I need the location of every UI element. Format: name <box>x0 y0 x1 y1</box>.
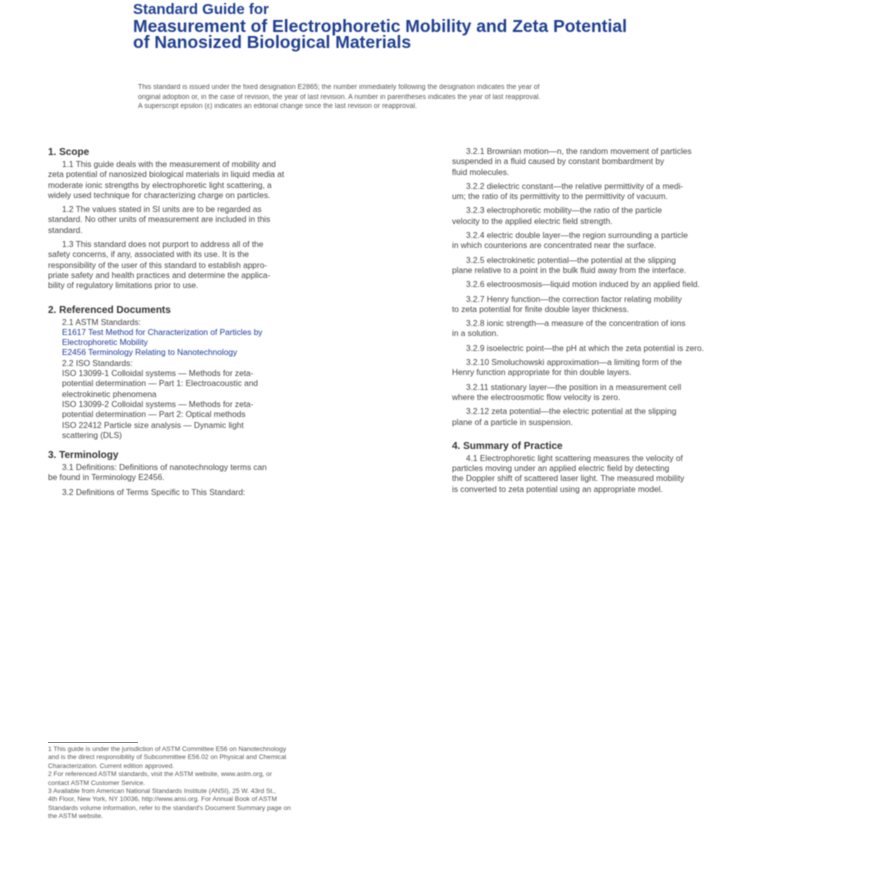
definition-line: 3.2.10 Smoluchowski approximation—a limiting form of the <box>466 357 682 368</box>
definition-line: 3.2.1 Brownian motion—n, the random movement of particles <box>466 146 692 156</box>
scope-paragraph-line: standard. <box>48 224 83 235</box>
definition-line: Henry function appropriate for thin double layers. <box>452 367 632 378</box>
summary-line: 4.1 Electrophoretic light scattering measures the velocity of <box>466 452 683 463</box>
designation-note-line: A superscript epsilon (ε) indicates an editorial change since the last revision or reapproval. <box>138 103 417 110</box>
section-heading-referenced-documents: 2. Referenced Documents <box>48 304 171 316</box>
definition-line: 3.2.2 dielectric constant—the relative permittivity of a medi- <box>466 180 684 191</box>
definition-line: plane of a particle in suspension. <box>452 416 573 427</box>
definition-line: in a solution. <box>452 328 499 339</box>
summary-line: the Doppler shift of scattered laser light. The measured mobility <box>452 473 685 484</box>
definition-line: in which counterions are concentrated near the surface. <box>452 240 657 251</box>
definition-line: 3.2.11 stationary layer—the position in a measurement cell <box>466 381 682 392</box>
footnote-line: 3 Available from American National Standards Institute (ANSI), 25 W. 43rd St., <box>48 788 276 796</box>
summary-line: particles moving under an applied electric field by detecting <box>452 463 670 474</box>
definition-line: 3.2.7 Henry function—the correction factor relating mobility <box>466 293 682 304</box>
definition-line: 3.2.9 isoelectric point—the pH at which the zeta potential is zero. <box>466 342 704 353</box>
designation-note <box>138 83 738 112</box>
scope-paragraph-line: responsibility of the user of this standard to establish appro- <box>48 259 268 270</box>
designation-note-line: This standard is issued under the fixed designation E2865; the number immediately following the designation indicates the year of <box>138 84 540 91</box>
right-column <box>452 146 824 494</box>
scope-paragraph-line: 1.3 This standard does not purport to address all of the <box>62 239 264 250</box>
terminology-line: be found in Terminology E2456. <box>48 472 165 483</box>
definition-line: 3.2.4 electric double layer—the region surrounding a particle <box>466 230 688 241</box>
scope-paragraph-line: safety concerns, if any, associated with its use. It is the <box>48 249 249 260</box>
footnote-line: 1 This guide is under the jurisdiction of ASTM Committee E56 on Nanotechnology <box>48 746 287 753</box>
scope-paragraph-line: standard. No other units of measurement are included in this <box>48 214 271 225</box>
footnote-line: Characterization. Current edition approved. <box>48 762 175 770</box>
definition-line: 3.2.6 electroosmosis—liquid motion induced by an applied field. <box>466 279 700 290</box>
title-line: of Nanosized Biological Materials <box>133 32 412 52</box>
summary-line: is converted to zeta potential using an appropriate model. <box>452 483 663 494</box>
scope-paragraph-line: priate safety and health practices and determine the applica- <box>48 269 271 280</box>
definition-line: 3.2.12 zeta potential—the electric potential at the slipping <box>466 406 677 417</box>
title-line: Standard Guide for <box>133 1 269 18</box>
definition-line: where the electroosmotic flow velocity is zero. <box>452 391 621 402</box>
referenced-document-line: ISO 13099-1 Colloidal systems — Methods for zeta- <box>62 368 254 379</box>
terminology-body <box>48 462 420 501</box>
definition-line: 3.2.3 electrophoretic mobility—the ratio of the particle <box>466 205 662 216</box>
scope-paragraph-line: zeta potential of nanosized biological materials in liquid media at <box>48 169 285 180</box>
footnotes <box>48 746 420 822</box>
referenced-documents-list <box>48 317 420 441</box>
footnote-line: Standards volume information, refer to the standard's Document Summary page on <box>48 804 291 812</box>
section-heading-terminology: 3. Terminology <box>48 450 119 462</box>
referenced-document-line: 2.1 ASTM Standards: <box>62 316 141 327</box>
scope-paragraph-line: 1.1 This guide deals with the measurement of mobility and <box>62 159 276 169</box>
left-column <box>48 146 420 501</box>
definition-line: to zeta potential for finite double layer thickness. <box>452 303 630 314</box>
definition-line: suspended in a fluid caused by constant bombardment by <box>452 156 665 167</box>
definition-line: plane relative to a point in the bulk fluid away from the interface. <box>452 264 687 275</box>
definition-line: velocity to the applied electric field strength. <box>452 215 613 226</box>
section-heading-summary: 4. Summary of Practice <box>452 440 563 452</box>
terminology-line: 3.1 Definitions: Definitions of nanotechnology terms can <box>62 462 267 473</box>
footnote-divider <box>48 742 138 743</box>
referenced-document-line: potential determination — Part 1: Electroacoustic and <box>62 378 259 389</box>
scope-paragraph-line: widely used technique for characterizing charge on particles. <box>48 189 271 200</box>
definition-line: um; the ratio of its permittivity to the permittivity of vacuum. <box>452 191 668 202</box>
referenced-document-line: potential determination — Part 2: Optical methods <box>62 409 246 420</box>
referenced-document-line: scattering (DLS) <box>62 429 122 440</box>
definition-line: 3.2.8 ionic strength—a measure of the concentration of ions <box>466 318 686 329</box>
scope-body <box>48 159 420 295</box>
terminology-line: 3.2 Definitions of Terms Specific to This Standard: <box>62 486 246 497</box>
referenced-standard-link: E2456 Terminology Relating to Nanotechnology <box>62 347 238 358</box>
footnote-line: 2 For referenced ASTM standards, visit the ASTM website, www.astm.org, or <box>48 771 272 779</box>
designation-note-line: original adoption or, in the case of revision, the year of last revision. A number in parentheses indicates the year of last reapproval. <box>138 93 541 101</box>
referenced-document-line: ISO 22412 Particle size analysis — Dynamic light <box>62 419 244 430</box>
footnote-line: 4th Floor, New York, NY 10036, http://www.ansi.org. For Annual Book of ASTM <box>48 796 277 804</box>
document-title <box>133 2 773 50</box>
referenced-document-line: electrokinetic phenomena <box>62 388 157 399</box>
title-line: Measurement of Electrophoretic Mobility and Zeta Potential <box>133 16 627 36</box>
definitions-body <box>452 146 824 431</box>
definition-line: 3.2.5 electrokinetic potential—the potential at the slipping <box>466 254 676 265</box>
scope-paragraph-line: bility of regulatory limitations prior to use. <box>48 280 199 291</box>
summary-body <box>452 453 824 494</box>
referenced-standard-link: E1617 Test Method for Characterization of Particles by <box>62 326 263 337</box>
scope-paragraph-line: moderate ionic strengths by electrophoretic light scattering, a <box>48 179 272 190</box>
referenced-document-line: ISO 13099-2 Colloidal systems — Methods for zeta- <box>62 398 254 409</box>
referenced-standard-link: Electrophoretic Mobility <box>62 337 148 348</box>
footnote-line: the ASTM website. <box>48 813 103 821</box>
section-heading-scope: 1. Scope <box>48 147 90 158</box>
scope-paragraph-line: 1.2 The values stated in SI units are to be regarded as <box>62 204 262 215</box>
definition-line: fluid molecules. <box>452 166 510 177</box>
referenced-document-line: 2.2 ISO Standards: <box>62 357 133 368</box>
footnote-line: and is the direct responsibility of Subcommittee E56.02 on Physical and Chemical <box>48 754 287 762</box>
footnote-line: contact ASTM Customer Service. <box>48 779 146 787</box>
